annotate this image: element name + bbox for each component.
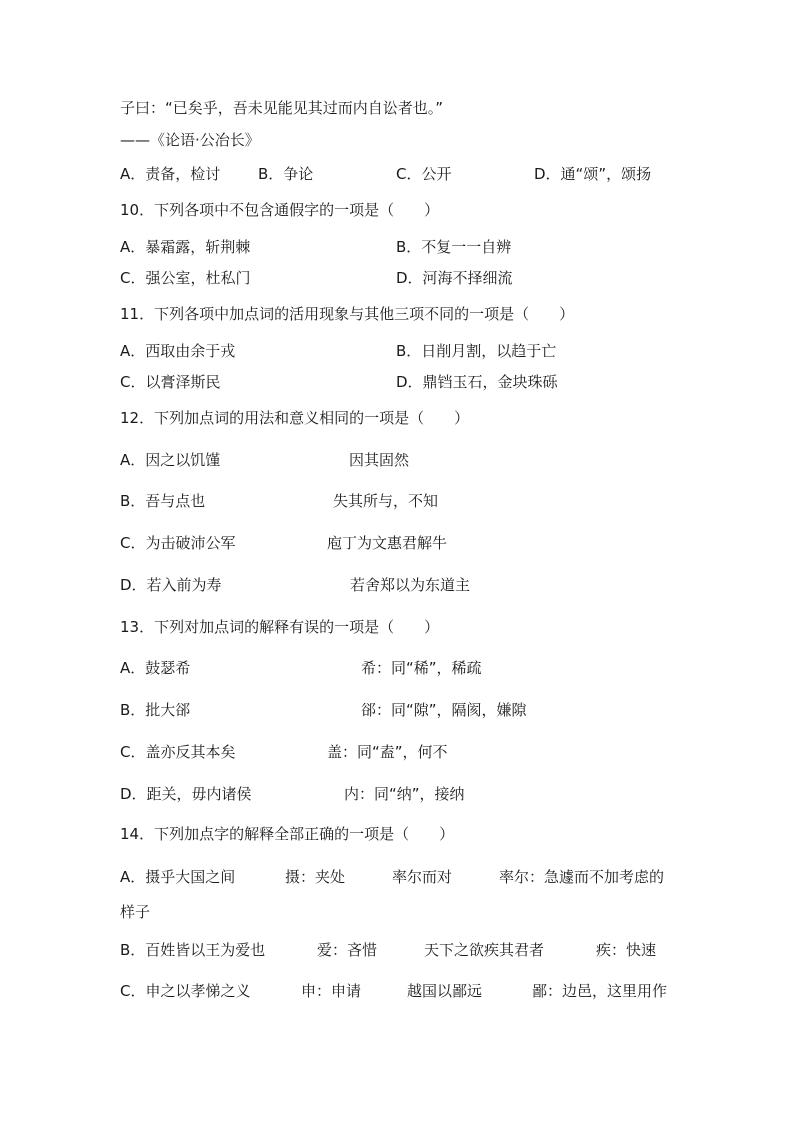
- question-11-stem: 11．下列各项中加点词的活用现象与其他三项不同的一项是（ ）: [120, 305, 575, 323]
- question-13-stem: 13．下列对加点词的解释有误的一项是（ ）: [120, 618, 440, 636]
- q11-option-d: D．鼎铛玉石，金块珠砾: [396, 373, 558, 391]
- option-c: C．公开: [396, 165, 452, 183]
- quote-source: ——《论语·公冶长》: [120, 131, 260, 149]
- q13-option-b-left: B．批大郤: [120, 701, 191, 719]
- q14-option-c-gloss2: 鄙：边邑，这里用作: [532, 982, 668, 1000]
- option-b: B．争论: [258, 165, 314, 183]
- q10-option-a: A．暴霜露，斩荆棘: [120, 238, 251, 256]
- q14-option-b-phrase1: B．百姓皆以王为爱也: [120, 941, 266, 959]
- q14-option-a-gloss2: 率尔：急遽而不加考虑的: [499, 868, 665, 886]
- q11-option-b: B．日削月割，以趋于亡: [396, 342, 557, 360]
- question-14-stem: 14．下列加点字的解释全部正确的一项是（ ）: [120, 825, 455, 843]
- q12-option-d-left: D．若入前为寿: [120, 576, 222, 594]
- q11-option-a: A．西取由余于戎: [120, 342, 236, 360]
- option-a: A．责备，检讨: [120, 165, 221, 183]
- quote-line: 子曰：“已矣乎，吾未见能见其过而内自讼者也。”: [120, 99, 444, 117]
- q10-option-d: D．河海不择细流: [396, 269, 513, 287]
- q13-option-a-right: 希：同“稀”，稀疏: [361, 659, 482, 677]
- question-12-stem: 12．下列加点词的用法和意义相同的一项是（ ）: [120, 409, 470, 427]
- option-d: D．通“颂”，颂扬: [534, 165, 652, 183]
- q14-option-a-phrase1: A．摄乎大国之间: [120, 868, 236, 886]
- q13-option-c-left: C．盖亦反其本矣: [120, 743, 236, 761]
- q13-option-a-left: A．鼓瑟希: [120, 659, 191, 677]
- q14-option-c-phrase2: 越国以鄙远: [407, 982, 483, 1000]
- q12-option-a-right: 因其固然: [349, 451, 410, 469]
- q13-option-d-right: 内：同“纳”，接纳: [344, 785, 465, 803]
- q13-option-b-right: 郤：同“隙”，隔阂，嫌隙: [361, 701, 527, 719]
- q12-option-c-left: C．为击破沛公军: [120, 534, 236, 552]
- q12-option-a-left: A．因之以饥馑: [120, 451, 221, 469]
- q13-option-c-right: 盖：同“盍”，何不: [327, 743, 448, 761]
- q14-option-a-gloss1: 摄：夹处: [285, 868, 346, 886]
- q14-option-c-gloss1: 申：申请: [301, 982, 362, 1000]
- q14-option-b-phrase2: 天下之欲疾其君者: [424, 941, 545, 959]
- q12-option-d-right: 若舍郑以为东道主: [350, 576, 471, 594]
- q13-option-d-left: D．距关，毋内诸侯: [120, 785, 252, 803]
- q14-option-a-phrase2: 率尔而对: [392, 868, 453, 886]
- q14-option-b-gloss2: 疾：快速: [596, 941, 657, 959]
- q10-option-b: B．不复一一自辨: [396, 238, 512, 256]
- q10-option-c: C．强公室，杜私门: [120, 269, 251, 287]
- question-10-stem: 10．下列各项中不包含通假字的一项是（ ）: [120, 201, 440, 219]
- q12-option-b-left: B．吾与点也: [120, 492, 206, 510]
- q14-option-a-wrap: 样子: [120, 903, 151, 921]
- q12-option-b-right: 失其所与，不知: [333, 492, 439, 510]
- q12-option-c-right: 庖丁为文惠君解牛: [327, 534, 448, 552]
- q14-option-b-gloss1: 爱：吝惜: [317, 941, 378, 959]
- q11-option-c: C．以膏泽斯民: [120, 373, 221, 391]
- q14-option-c-phrase1: C．申之以孝悌之义: [120, 982, 251, 1000]
